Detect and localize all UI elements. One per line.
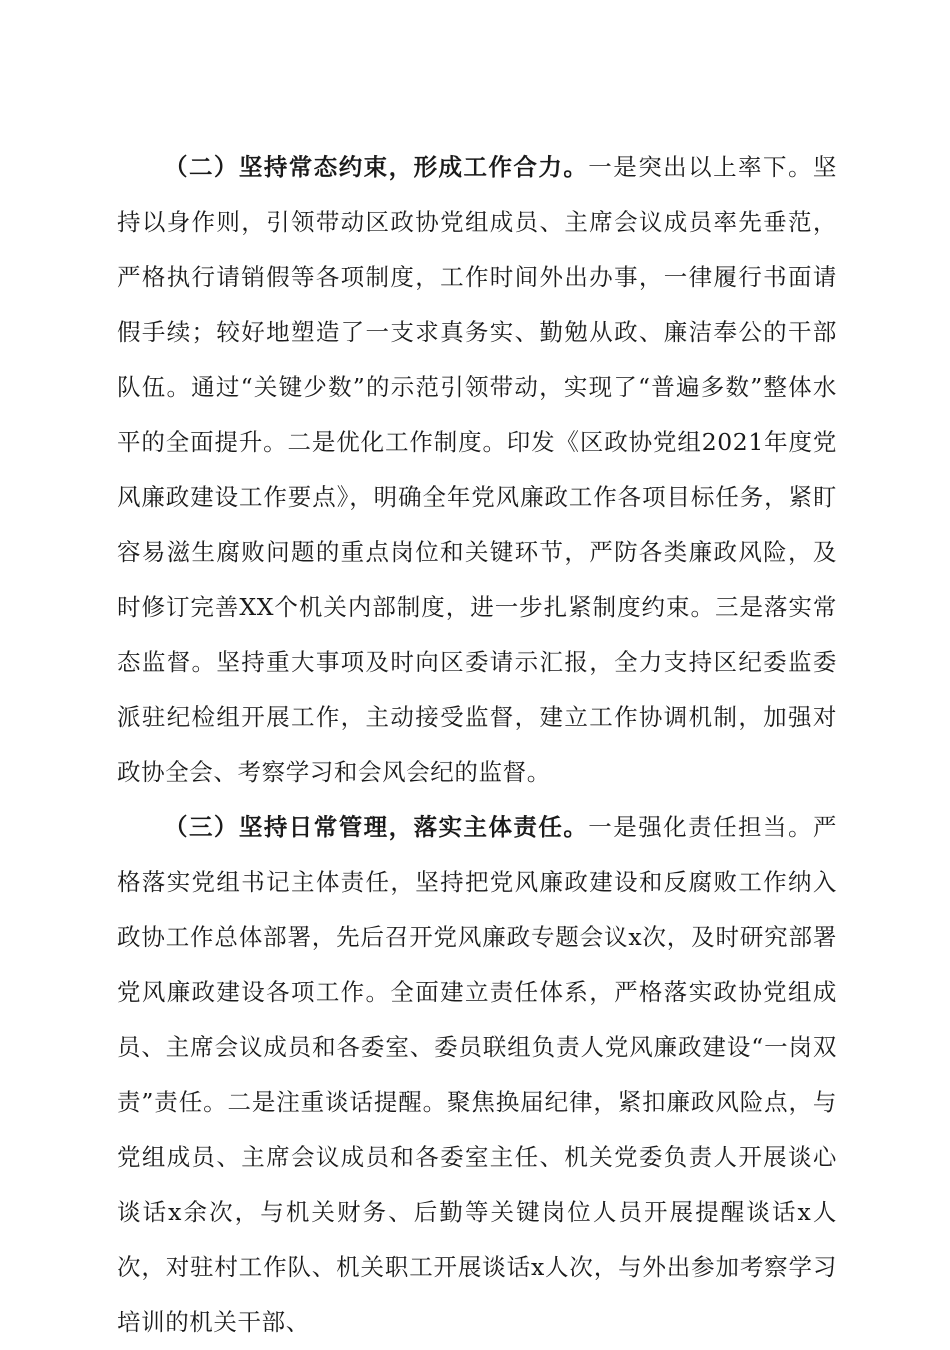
paragraph-body: 一是强化责任担当。严格落实党组书记主体责任，坚持把党风廉政建设和反腐败工作纳入政协工作总体部署，先后召开党风廉政专题会议x次，及时研究部署党风廉政建设各项工作。全面建立责任体系，严格落实政协党组成员、主席会议成员和各委室、委员联组负责人党风廉政建设“一岗双责”责任。二是注重谈话提醒。聚焦换届纪律，紧扣廉政风险点，与党组成员、主席会议成员和各委室主任、机关党委负责人开展谈心谈话x余次，与机关财务、后勤等关键岗位人员开展提醒谈话x人次，对驻村工作队、机关职工开展谈话x人次，与外出参加考察学习培训的机关干部、: [117, 813, 837, 1336]
document-body: [117, 140, 837, 1350]
paragraph-2: [117, 140, 837, 800]
paragraph-body: 一是突出以上率下。坚持以身作则，引领带动区政协党组成员、主席会议成员率先垂范，严格执行请销假等各项制度，工作时间外出办事，一律履行书面请假手续；较好地塑造了一支求真务实、勤勉从政、廉洁奉公的干部队伍。通过“关键少数”的示范引领带动，实现了“普遍多数”整体水平的全面提升。二是优化工作制度。印发《区政协党组2021年度党风廉政建设工作要点》，明确全年党风廉政工作各项目标任务，紧盯容易滋生腐败问题的重点岗位和关键环节，严防各类廉政风险，及时修订完善XX个机关内部制度，进一步扎紧制度约束。三是落实常态监督。坚持重大事项及时向区委请示汇报，全力支持区纪委监委派驻纪检组开展工作，主动接受监督，建立工作协调机制，加强对政协全会、考察学习和会风会纪的监督。: [117, 153, 837, 786]
paragraph-heading: （三）坚持日常管理，落实主体责任。: [164, 813, 589, 841]
paragraph-3: [117, 800, 837, 1350]
paragraph-heading: （二）坚持常态约束，形成工作合力。: [164, 153, 589, 181]
